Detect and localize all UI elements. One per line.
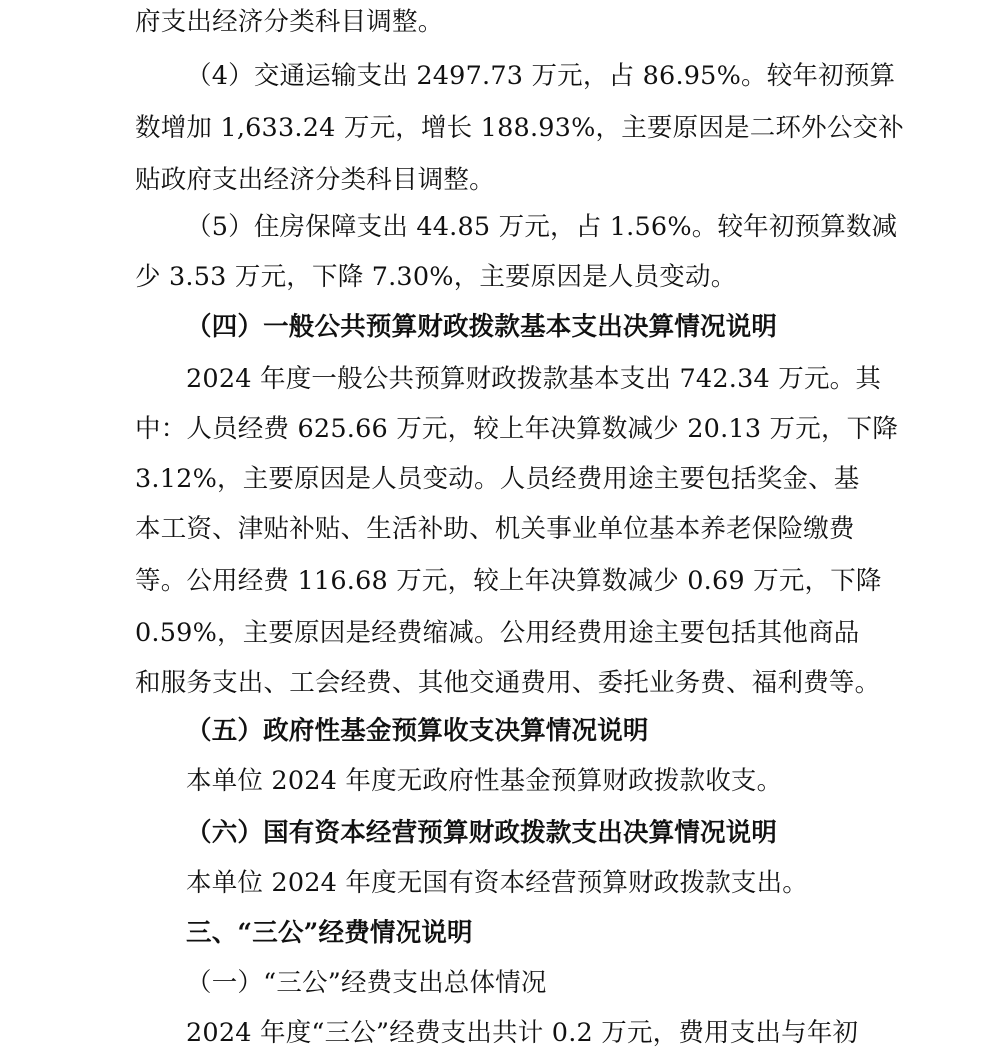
- subsection-heading: （一）“三公”经费支出总体情况: [186, 968, 547, 998]
- section-heading: （五）政府性基金预算收支决算情况说明: [186, 716, 649, 746]
- paragraph-line: （5）住房保障支出 44.85 万元，占 1.56%。较年初预算数减: [186, 212, 898, 242]
- paragraph-line: （4）交通运输支出 2497.73 万元，占 86.95%。较年初预算: [186, 61, 896, 91]
- paragraph-line: 贴政府支出经济分类科目调整。: [135, 165, 495, 195]
- paragraph-line: 和服务支出、工会经费、其他交通费用、委托业务费、福利费等。: [135, 668, 881, 698]
- paragraph-line: 本单位 2024 年度无政府性基金预算财政拨款收支。: [186, 766, 783, 796]
- paragraph-line: 数增加 1,633.24 万元，增长 188.93%，主要原因是二环外公交补: [135, 113, 904, 143]
- paragraph-line: 2024 年度一般公共预算财政拨款基本支出 742.34 万元。其: [186, 364, 882, 394]
- section-heading: （四）一般公共预算财政拨款基本支出决算情况说明: [186, 312, 778, 342]
- section-heading: （六）国有资本经营预算财政拨款支出决算情况说明: [186, 818, 778, 848]
- paragraph-line: 府支出经济分类科目调整。: [135, 7, 444, 37]
- paragraph-line: 本工资、津贴补贴、生活补助、机关事业单位基本养老保险缴费: [135, 514, 855, 544]
- paragraph-line: 等。公用经费 116.68 万元，较上年决算数减少 0.69 万元，下降: [135, 566, 882, 596]
- paragraph-line: 3.12%，主要原因是人员变动。人员经费用途主要包括奖金、基: [135, 464, 860, 494]
- paragraph-line: 中：人员经费 625.66 万元，较上年决算数减少 20.13 万元，下降: [135, 414, 899, 444]
- paragraph-line: 少 3.53 万元，下降 7.30%，主要原因是人员变动。: [135, 262, 737, 292]
- paragraph-line: 本单位 2024 年度无国有资本经营预算财政拨款支出。: [186, 868, 809, 898]
- paragraph-line: 2024 年度“三公”经费支出共计 0.2 万元，费用支出与年初: [186, 1018, 859, 1048]
- paragraph-line: 0.59%，主要原因是经费缩减。公用经费用途主要包括其他商品: [135, 618, 860, 648]
- section-heading: 三、“三公”经费情况说明: [186, 918, 473, 948]
